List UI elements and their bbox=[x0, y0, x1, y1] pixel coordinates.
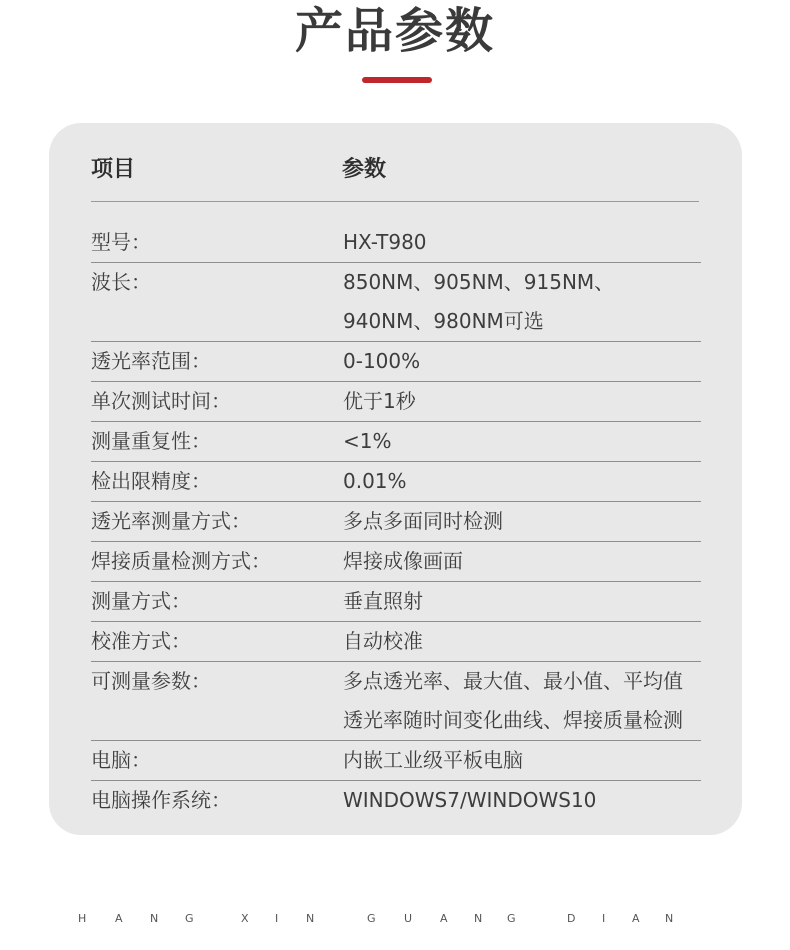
title-underline bbox=[362, 77, 432, 83]
footer-letter: G bbox=[367, 912, 376, 925]
row-value bbox=[343, 382, 701, 421]
row-value bbox=[343, 422, 701, 461]
footer-letter: N bbox=[150, 912, 159, 925]
row-label: 透光率范围： bbox=[91, 349, 211, 373]
row-value bbox=[343, 502, 701, 541]
parameter-rows bbox=[91, 223, 701, 820]
row-label: 电脑操作系统： bbox=[91, 788, 231, 812]
table-row bbox=[91, 542, 701, 582]
row-value bbox=[343, 263, 701, 341]
parameter-card bbox=[49, 123, 742, 835]
row-value bbox=[343, 781, 701, 820]
row-value-line: 垂直照射 bbox=[343, 589, 423, 613]
row-value-line: 自动校准 bbox=[343, 629, 423, 653]
table-row bbox=[91, 582, 701, 622]
row-label: 校准方式： bbox=[91, 629, 191, 653]
row-label: 检出限精度： bbox=[91, 469, 211, 493]
row-label: 电脑： bbox=[91, 748, 151, 772]
footer-letter: N bbox=[474, 912, 483, 925]
table-row bbox=[91, 382, 701, 422]
row-value-line: 940NM、980NM可选 bbox=[343, 309, 544, 333]
row-value bbox=[343, 662, 701, 740]
row-value-line: 多点透光率、最大值、最小值、平均值 bbox=[343, 669, 683, 693]
row-value-line: 多点多面同时检测 bbox=[343, 509, 503, 533]
footer-letter: A bbox=[440, 912, 448, 925]
table-row bbox=[91, 223, 701, 263]
row-label: 透光率测量方式： bbox=[91, 509, 251, 533]
table-row bbox=[91, 741, 701, 781]
table-row bbox=[91, 502, 701, 542]
footer-letter: X bbox=[241, 912, 249, 925]
column-header-item: 项目 bbox=[91, 157, 136, 182]
row-value-line: 优于1秒 bbox=[343, 389, 416, 413]
row-value bbox=[343, 622, 701, 661]
row-value bbox=[343, 223, 701, 262]
row-label: 焊接质量检测方式： bbox=[91, 549, 271, 573]
column-header-parameter: 参数 bbox=[342, 157, 387, 182]
table-row bbox=[91, 422, 701, 462]
table-header bbox=[91, 151, 699, 202]
row-value-line: HX-T980 bbox=[343, 230, 427, 254]
row-value-line: 焊接成像画面 bbox=[343, 549, 463, 573]
row-label: 测量重复性： bbox=[91, 429, 211, 453]
row-value bbox=[343, 582, 701, 621]
row-value-line: 透光率随时间变化曲线、焊接质量检测 bbox=[343, 708, 683, 732]
row-value-line: WINDOWS7/WINDOWS10 bbox=[343, 788, 597, 812]
footer-letter: G bbox=[185, 912, 194, 925]
table-row bbox=[91, 462, 701, 502]
row-label: 型号： bbox=[91, 230, 151, 254]
row-value-line: 0.01% bbox=[343, 469, 407, 493]
table-row bbox=[91, 622, 701, 662]
row-label: 测量方式： bbox=[91, 589, 191, 613]
row-label: 单次测试时间： bbox=[91, 389, 231, 413]
footer-letter: H bbox=[78, 912, 87, 925]
footer-brand-letters bbox=[0, 912, 790, 932]
footer-letter: A bbox=[632, 912, 640, 925]
footer-letter: N bbox=[665, 912, 674, 925]
table-row bbox=[91, 342, 701, 382]
table-row bbox=[91, 662, 701, 741]
page-title: 产品参数 bbox=[294, 3, 495, 59]
row-value-line: <1% bbox=[343, 429, 392, 453]
footer-letter: A bbox=[115, 912, 123, 925]
footer-letter: D bbox=[567, 912, 576, 925]
row-value bbox=[343, 342, 701, 381]
row-value bbox=[343, 462, 701, 501]
footer-letter: G bbox=[507, 912, 516, 925]
footer-letter: U bbox=[404, 912, 413, 925]
footer-letter: I bbox=[275, 912, 279, 925]
footer-letter: N bbox=[306, 912, 315, 925]
row-value bbox=[343, 741, 701, 780]
row-label: 波长： bbox=[91, 270, 151, 294]
row-value-line: 850NM、905NM、915NM、 bbox=[343, 270, 615, 294]
row-value bbox=[343, 542, 701, 581]
table-row bbox=[91, 263, 701, 342]
table-row bbox=[91, 781, 701, 820]
row-value-line: 0-100% bbox=[343, 349, 421, 373]
row-value-line: 内嵌工业级平板电脑 bbox=[343, 748, 523, 772]
footer-letter: I bbox=[602, 912, 606, 925]
row-label: 可测量参数： bbox=[91, 669, 211, 693]
